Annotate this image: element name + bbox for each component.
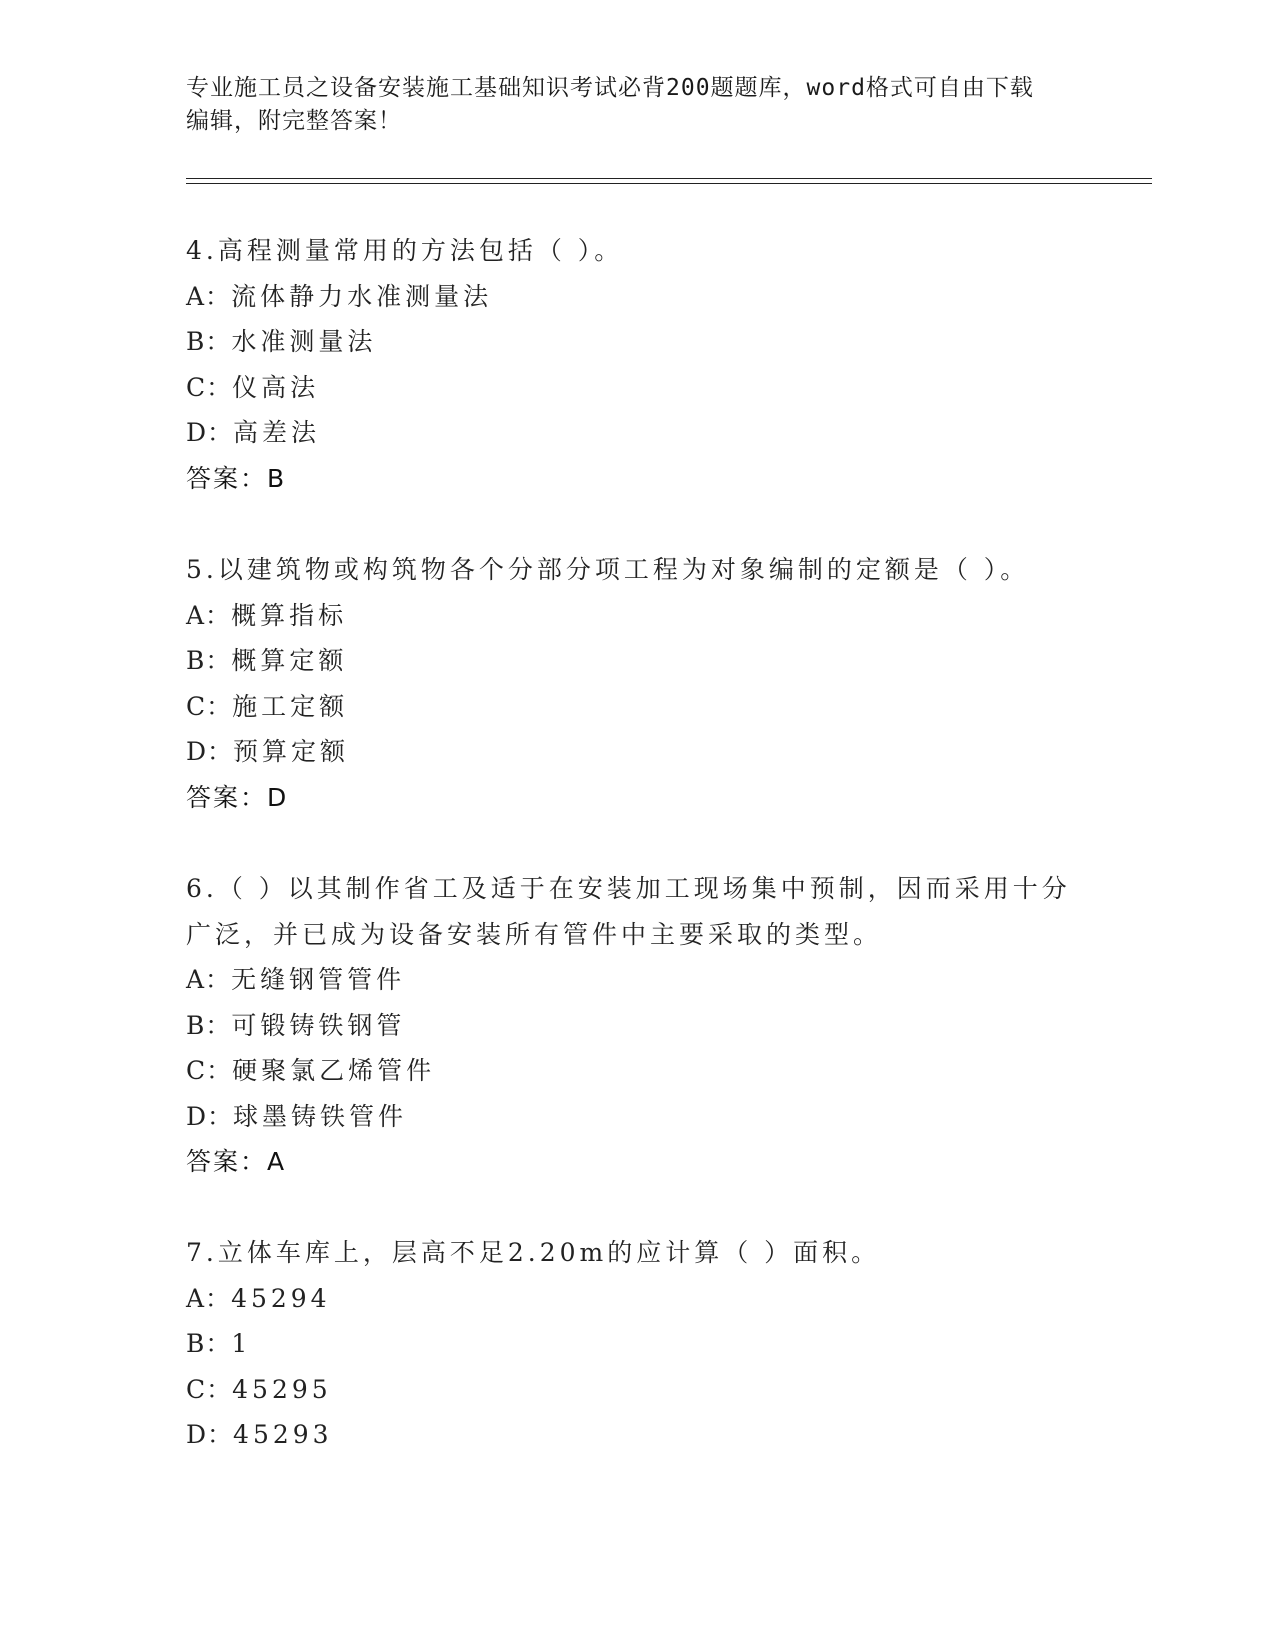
option-text: 仪高法	[232, 372, 320, 402]
answer: 答案：A	[186, 1147, 287, 1176]
header-line-1: 专业施工员之设备安装施工基础知识考试必背200题题库，word格式可自由下载	[186, 75, 1034, 101]
option-c	[186, 684, 1086, 730]
option-d	[186, 1094, 1086, 1140]
option-text: 可锻铸铁钢管	[231, 1010, 406, 1040]
option-text: 球墨铸铁管件	[233, 1101, 408, 1131]
option-b	[186, 319, 1086, 365]
question-stem: 5.以建筑物或构筑物各个分部分项工程为对象编制的定额是（ ）。	[186, 555, 1030, 584]
option-b	[186, 1003, 1086, 1049]
option-key: A：	[186, 965, 232, 994]
option-text: 概算指标	[231, 600, 348, 630]
header-divider-bottom	[186, 183, 1152, 184]
option-text: 45294	[231, 1283, 331, 1313]
question-stem: 4.高程测量常用的方法包括（ ）。	[186, 236, 624, 265]
question-stem: 7.立体车库上，层高不足2.20m的应计算（ ）面积。	[186, 1238, 881, 1267]
option-a	[186, 593, 1086, 639]
option-c	[186, 365, 1086, 411]
document-header	[186, 72, 1086, 138]
question-4	[186, 228, 1086, 501]
question-7	[186, 1230, 1086, 1458]
option-key: C：	[186, 372, 233, 402]
option-key: B：	[186, 327, 232, 356]
option-b	[186, 1321, 1086, 1367]
option-key: B：	[186, 646, 232, 675]
option-a	[186, 1276, 1086, 1322]
answer: 答案：D	[186, 782, 289, 812]
option-text: 1	[231, 1329, 252, 1358]
option-key: B：	[186, 1329, 232, 1358]
option-c	[186, 1367, 1086, 1413]
option-text: 施工定额	[232, 691, 349, 721]
option-text: 无缝钢管管件	[231, 965, 406, 994]
option-d	[186, 410, 1086, 456]
option-a	[186, 957, 1086, 1003]
option-text: 硬聚氯乙烯管件	[232, 1056, 436, 1085]
question-stem-line-2: 广泛，并已成为设备安装所有管件中主要采取的类型。	[186, 919, 883, 949]
option-d	[186, 729, 1086, 775]
answer: 答案：B	[186, 463, 287, 493]
question-6	[186, 866, 1086, 1185]
option-key: C：	[186, 691, 233, 721]
option-text: 预算定额	[233, 737, 350, 766]
option-key: C：	[186, 1056, 233, 1085]
option-key: A：	[186, 281, 232, 311]
option-text: 水准测量法	[231, 327, 377, 356]
option-key: C：	[186, 1374, 233, 1404]
option-key: D：	[186, 418, 234, 447]
option-c	[186, 1048, 1086, 1094]
option-text: 45295	[232, 1374, 332, 1404]
option-key: D：	[186, 1101, 234, 1131]
header-divider-top	[186, 178, 1152, 179]
header-line-2: 编辑，附完整答案！	[186, 108, 402, 134]
option-key: D：	[186, 1420, 234, 1449]
question-5	[186, 547, 1086, 820]
option-key: B：	[186, 1010, 232, 1040]
option-key: D：	[186, 737, 234, 766]
option-b	[186, 638, 1086, 684]
option-d	[186, 1412, 1086, 1458]
option-a	[186, 274, 1086, 320]
option-text: 45293	[233, 1420, 333, 1449]
option-text: 高差法	[233, 418, 321, 447]
question-stem-line-1: 6.（ ）以其制作省工及适于在安装加工现场集中预制，因而采用十分	[186, 874, 1071, 903]
option-text: 概算定额	[231, 646, 348, 675]
option-key: A：	[186, 600, 232, 630]
option-text: 流体静力水准测量法	[231, 281, 493, 311]
option-key: A：	[186, 1283, 232, 1313]
